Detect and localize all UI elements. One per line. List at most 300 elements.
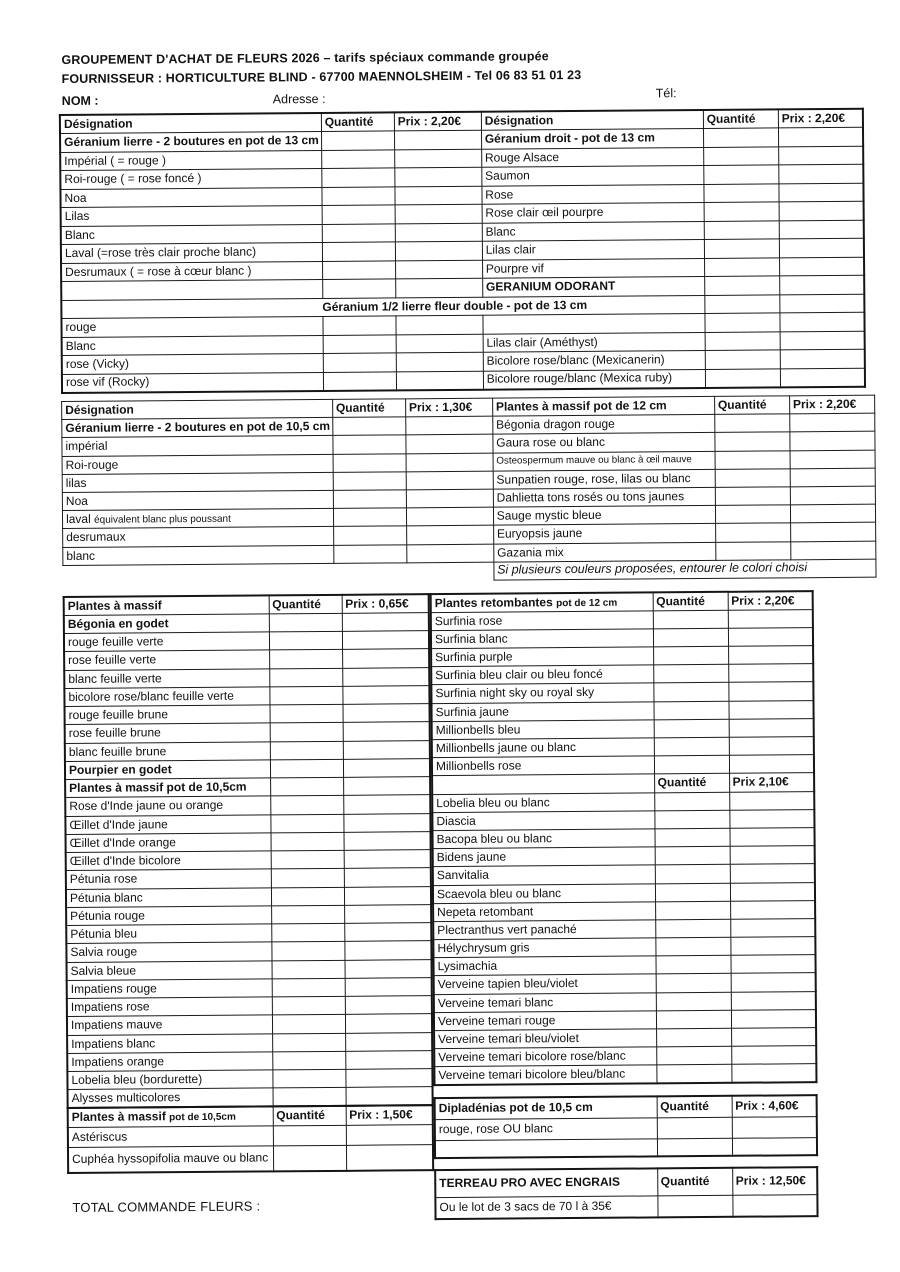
designation-cell: Salvia bleue <box>67 960 272 980</box>
quantity-cell <box>655 919 730 938</box>
quantity-cell <box>655 937 730 956</box>
designation-cell: Géranium lierre - 2 boutures en pot de 10,5 cm <box>62 418 333 438</box>
quantity-cell <box>269 650 342 669</box>
designation-cell: Dipladénias pot de 10,5 cm <box>435 1096 657 1119</box>
price-cell <box>728 664 813 683</box>
designation-cell: Rose clair œil pourpre <box>482 202 704 222</box>
quantity-cell <box>271 905 344 924</box>
table-row <box>435 1116 817 1140</box>
designation-cell: Cuphéa hyssopifolia mauve ou blanc <box>68 1145 273 1173</box>
designation-cell: rouge feuille brune <box>65 705 270 725</box>
designation-cell: Verveine temari bleu/violet <box>434 1029 656 1049</box>
quantity-cell <box>715 432 790 451</box>
designation-cell: Sanvitalia <box>433 865 655 885</box>
price-cell <box>728 682 813 701</box>
designation-cell: Rose <box>482 184 704 204</box>
price-cell <box>343 758 430 777</box>
name-label: NOM : <box>61 93 99 109</box>
quantity-cell <box>654 792 729 811</box>
quantity-cell <box>333 453 406 472</box>
designation-cell <box>435 1138 657 1158</box>
price-cell <box>405 416 492 435</box>
quantity-cell <box>322 205 395 224</box>
designation-cell: Gaura rose ou blanc <box>493 433 715 453</box>
designation-cell <box>63 562 494 584</box>
quantity-cell <box>272 1069 345 1088</box>
price-cell <box>731 1009 816 1028</box>
price-cell <box>345 996 432 1015</box>
quantity-cell <box>715 450 790 469</box>
quantity-cell <box>715 523 790 542</box>
designation-cell: Surfinia bleu clair ou bleu foncé <box>431 665 653 685</box>
quantity-cell <box>656 1010 731 1029</box>
quantity-cell <box>332 417 405 436</box>
designation-cell: Rose d'Inde jaune ou orange <box>65 796 270 816</box>
quantity-cell <box>656 992 731 1011</box>
price-cell <box>731 1046 816 1065</box>
price-cell <box>728 628 813 647</box>
price-cell <box>344 850 431 869</box>
quantity-cell <box>271 923 344 942</box>
price-cell <box>346 1144 433 1171</box>
designation-cell: Ou le lot de 3 sacs de 70 l à 35€ <box>435 1195 657 1219</box>
price-cell <box>345 977 432 996</box>
price-cell <box>779 201 864 220</box>
price-cell <box>395 223 482 242</box>
designation-cell: Lilas <box>61 205 322 226</box>
price-cell <box>779 275 864 294</box>
price-cell <box>406 507 493 526</box>
designation-cell: Dahlietta tons rosés ou tons jaunes <box>493 487 715 507</box>
price-cell: Prix : 1,30€ <box>405 398 492 417</box>
quantity-cell <box>269 668 342 687</box>
quantity-cell <box>704 165 779 184</box>
quantity-cell <box>715 541 790 560</box>
price-cell <box>780 349 865 368</box>
designation-cell: Plantes à massif pot de 10,5cm <box>65 778 270 798</box>
quantity-cell <box>270 759 343 778</box>
cell-text-small: pot de 12 cm <box>556 597 618 609</box>
designation-cell: Bégonia en godet <box>64 614 269 634</box>
quantity-cell <box>704 276 779 295</box>
designation-cell: Lysimachia <box>433 956 655 976</box>
designation-cell: Nepeta retombant <box>433 902 655 922</box>
quantity-cell <box>333 490 406 509</box>
price-cell <box>780 294 865 313</box>
quantity-cell: Quantité <box>654 774 729 793</box>
price-cell <box>342 685 429 704</box>
price-cell <box>406 435 493 454</box>
quantity-cell <box>333 508 406 527</box>
quantity-cell <box>270 796 343 815</box>
price-cell <box>342 631 429 650</box>
price-cell <box>343 795 430 814</box>
designation-cell: Impatiens rouge <box>67 979 272 999</box>
quantity-cell <box>657 1195 732 1218</box>
quantity-cell <box>703 146 778 165</box>
price-cell <box>732 1194 817 1217</box>
price-cell <box>344 886 431 905</box>
quantity-cell <box>714 414 789 433</box>
price-cell <box>406 453 493 472</box>
price-cell <box>344 904 431 923</box>
designation-cell: Diascia <box>432 811 654 831</box>
quantity-cell <box>704 183 779 202</box>
designation-cell: Surfinia night sky ou royal sky <box>431 683 653 703</box>
price-cell <box>343 813 430 832</box>
price-cell <box>779 164 864 183</box>
designation-cell: Pourpier en godet <box>65 760 270 780</box>
designation-cell: Lobelia bleu ou blanc <box>432 792 654 812</box>
designation-cell: Laval (=rose très clair proche blanc) <box>61 242 322 263</box>
designation-cell: blanc feuille brune <box>65 741 270 761</box>
designation-cell <box>432 774 654 794</box>
designation-cell: Saumon <box>482 165 704 185</box>
quantity-cell <box>655 883 730 902</box>
quantity-cell <box>269 613 342 632</box>
quantity-cell <box>272 1015 345 1034</box>
price-cell <box>730 882 815 901</box>
designation-cell: Géranium droit - pot de 13 cm <box>481 128 703 148</box>
designation-cell: impérial <box>62 436 333 456</box>
price-cell: Prix : 2,20€ <box>789 395 874 414</box>
address-label: Adresse : <box>272 91 326 107</box>
designation-cell: Astériscus <box>68 1126 273 1147</box>
price-cell <box>780 368 865 387</box>
price-cell <box>790 432 875 451</box>
price-cell <box>728 646 813 665</box>
designation-cell: TERREAU PRO AVEC ENGRAIS <box>435 1168 657 1197</box>
price-cell <box>396 334 483 353</box>
price-cell <box>406 471 493 490</box>
designation-cell: Bégonia dragon rouge <box>492 415 714 435</box>
quantity-cell <box>715 469 790 488</box>
cell-text-small: pot de 10,5cm <box>169 1112 236 1124</box>
quantity-cell <box>657 1138 732 1157</box>
price-cell <box>790 468 875 487</box>
designation-cell: Bicolore rose/blanc (Mexicanerin) <box>483 350 705 370</box>
quantity-cell: Quantité <box>714 396 789 415</box>
designation-cell: Blanc <box>482 221 704 241</box>
quantity-cell <box>322 279 395 298</box>
quantity-cell <box>269 631 342 650</box>
designation-cell: Surfinia purple <box>431 647 653 667</box>
designation-cell: Pétunia rouge <box>66 906 271 926</box>
price-cell <box>790 504 875 523</box>
quantity-cell <box>715 505 790 524</box>
designation-cell: Impatiens mauve <box>67 1015 272 1035</box>
quantity-cell <box>271 832 344 851</box>
designation-cell: Œillet d'Inde orange <box>66 833 271 853</box>
designation-cell: Lobelia bleu (bordurette) <box>67 1070 272 1090</box>
quantity-cell <box>273 1145 346 1172</box>
quantity-cell <box>655 865 730 884</box>
quantity-cell <box>703 128 778 147</box>
price-cell <box>780 331 865 350</box>
cell-text: laval <box>65 511 95 527</box>
quantity-cell <box>271 887 344 906</box>
phone-label: Tél: <box>655 86 677 101</box>
designation-cell: Roi-rouge <box>62 454 333 474</box>
quantity-cell <box>705 294 780 313</box>
quantity-cell <box>322 260 395 279</box>
designation-cell: Œillet d'Inde jaune <box>65 814 270 834</box>
price-cell <box>345 1014 432 1033</box>
quantity-cell <box>705 368 780 387</box>
price-cell <box>343 704 430 723</box>
designation-cell: Roi-rouge ( = rose foncé ) <box>60 168 321 189</box>
price-cell <box>779 220 864 239</box>
quantity-cell <box>715 487 790 506</box>
designation-cell <box>61 279 322 300</box>
quantity-cell <box>705 313 780 332</box>
designation-cell: Bidens jaune <box>433 847 655 867</box>
price-cell <box>779 257 864 276</box>
designation-cell: Noa <box>60 187 321 208</box>
quantity-cell <box>322 242 395 261</box>
quantity-cell <box>653 646 728 665</box>
quantity-cell <box>653 683 728 702</box>
designation-cell: blanc <box>63 545 334 565</box>
price-cell: Prix : 1,50€ <box>346 1105 433 1125</box>
quantity-cell: Quantité <box>269 595 342 614</box>
price-cell <box>395 167 482 186</box>
designation-cell: blanc feuille verte <box>64 668 269 688</box>
price-cell <box>396 352 483 371</box>
designation-cell: Noa <box>62 490 333 510</box>
price-cell <box>394 149 481 168</box>
price-cell <box>342 612 429 631</box>
price-cell <box>730 955 815 974</box>
table-dipladenias <box>434 1094 818 1159</box>
designation-cell: Hélychrysum gris <box>433 938 655 958</box>
price-cell <box>345 1050 432 1069</box>
quantity-cell: Quantité <box>332 399 405 418</box>
designation-cell <box>431 592 653 612</box>
quantity-cell <box>656 1028 731 1047</box>
price-cell <box>732 1116 817 1138</box>
section-title-cell: Géranium 1/2 lierre fleur double - pot de 13 cm <box>61 295 704 319</box>
table-row <box>435 1167 817 1197</box>
quantity-cell: Quantité <box>321 112 394 131</box>
designation-cell: rouge, rose OU blanc <box>435 1117 657 1140</box>
note-cell: Si plusieurs couleurs proposées, entourer le colori choisi <box>494 559 876 580</box>
table-row <box>435 1194 817 1219</box>
designation-cell: Bicolore rouge/blanc (Mexica ruby) <box>483 369 705 389</box>
price-cell <box>345 1069 432 1088</box>
quantity-cell: Quantité <box>653 592 728 611</box>
quantity-cell <box>273 1088 346 1107</box>
price-cell <box>729 737 814 756</box>
quantity-cell <box>654 737 729 756</box>
designation-cell: Œillet d'Inde bicolore <box>66 851 271 871</box>
table-geraniums-pot-13cm <box>59 108 866 394</box>
designation-cell: GERANIUM ODORANT <box>482 276 704 296</box>
cell-text: Plantes retombantes <box>434 594 557 610</box>
quantity-cell <box>654 756 729 775</box>
price-cell <box>778 146 863 165</box>
table-plantes-a-massif <box>63 593 434 1109</box>
quantity-cell <box>323 316 396 335</box>
price-cell <box>731 1064 816 1083</box>
price-cell <box>342 667 429 686</box>
quantity-cell: Quantité <box>657 1096 732 1118</box>
designation-cell: Alysses multicolores <box>68 1088 273 1108</box>
price-cell <box>780 312 865 331</box>
quantity-cell <box>705 350 780 369</box>
price-cell <box>729 809 814 828</box>
designation-cell: Plantes à massif <box>64 595 269 615</box>
designation-cell: Verveine temari bicolore rose/blanc <box>434 1047 656 1067</box>
price-cell <box>729 828 814 847</box>
quantity-cell <box>322 168 395 187</box>
designation-cell: Verveine tapien bleu/violet <box>434 974 656 994</box>
quantity-cell <box>322 186 395 205</box>
designation-cell: Désignation <box>60 113 321 134</box>
price-cell: Prix : 12,50€ <box>732 1167 817 1195</box>
price-cell <box>346 1125 433 1145</box>
designation-cell: Pétunia rose <box>66 869 271 889</box>
quantity-cell <box>655 846 730 865</box>
form-title: GROUPEMENT D'ACHAT DE FLEURS 2026 – tarifs spéciaux commande groupée <box>61 49 549 68</box>
price-cell <box>406 489 493 508</box>
designation-cell: Impatiens orange <box>67 1052 272 1072</box>
quantity-cell <box>653 665 728 684</box>
total-commande-label: TOTAL COMMANDE FLEURS : <box>72 1198 261 1215</box>
designation-cell: Desrumaux ( = rose à cœur blanc ) <box>61 261 322 282</box>
price-cell <box>728 700 813 719</box>
table-row <box>434 1064 816 1085</box>
price-cell <box>778 127 863 146</box>
table-massif-pot-105cm <box>67 1104 435 1174</box>
designation-cell: Plectranthus vert panaché <box>433 920 655 940</box>
quantity-cell <box>272 1033 345 1052</box>
quantity-cell <box>321 131 394 150</box>
quantity-cell <box>269 686 342 705</box>
price-cell <box>790 450 875 469</box>
designation-cell: Surfinia blanc <box>431 629 653 649</box>
designation-cell: rose feuille verte <box>64 650 269 670</box>
price-cell <box>343 722 430 741</box>
designation-cell: Millionbells jaune ou blanc <box>432 738 654 758</box>
designation-cell: rouge feuille verte <box>64 632 269 652</box>
price-cell <box>395 260 482 279</box>
price-cell <box>730 846 815 865</box>
quantity-cell <box>270 723 343 742</box>
quantity-cell <box>705 331 780 350</box>
price-cell <box>406 544 493 563</box>
designation-cell: Euryopsis jaune <box>493 524 715 544</box>
quantity-cell <box>333 472 406 491</box>
quantity-cell <box>333 526 406 545</box>
designation-cell: Géranium lierre - 2 boutures en pot de 13 cm <box>60 131 321 152</box>
quantity-cell <box>654 810 729 829</box>
supplier-line: FOURNISSEUR : HORTICULTURE BLIND - 67700 MAENNOLSHEIM - Tel 06 83 51 01 23 <box>61 67 582 87</box>
quantity-cell <box>323 353 396 372</box>
price-cell <box>344 831 431 850</box>
quantity-cell <box>270 777 343 796</box>
price-cell <box>394 130 481 149</box>
designation-cell: rose (Vicky) <box>62 353 323 374</box>
price-cell: Prix 2,10€ <box>729 773 814 792</box>
table-row <box>435 1137 817 1158</box>
quantity-cell <box>653 628 728 647</box>
price-cell <box>344 923 431 942</box>
price-cell <box>779 238 864 257</box>
price-cell <box>731 991 816 1010</box>
designation-cell: Verveine temari rouge <box>434 1011 656 1031</box>
price-cell <box>396 315 483 334</box>
price-cell <box>345 1032 432 1051</box>
table-terreau <box>434 1166 818 1220</box>
designation-cell: Bacopa bleu ou blanc <box>432 829 654 849</box>
price-cell <box>395 241 482 260</box>
designation-cell <box>62 509 333 529</box>
quantity-cell <box>321 149 394 168</box>
designation-cell: Blanc <box>62 335 323 356</box>
quantity-cell <box>272 1051 345 1070</box>
price-cell <box>396 371 483 390</box>
quantity-cell <box>655 956 730 975</box>
table-plantes-retombantes <box>430 590 818 1086</box>
quantity-cell <box>704 239 779 258</box>
table-row <box>68 1144 433 1173</box>
price-cell <box>789 413 874 432</box>
price-cell <box>790 486 875 505</box>
designation-cell: Verveine temari blanc <box>434 993 656 1013</box>
designation-cell: Lilas clair (Améthyst) <box>483 332 705 352</box>
designation-cell: Pétunia blanc <box>66 887 271 907</box>
price-cell <box>730 900 815 919</box>
table-row <box>435 1095 817 1119</box>
quantity-cell <box>654 828 729 847</box>
price-cell <box>728 609 813 628</box>
designation-cell: Millionbells bleu <box>432 720 654 740</box>
price-cell <box>729 718 814 737</box>
price-cell: Prix : 0,65€ <box>342 594 429 613</box>
price-cell <box>406 525 493 544</box>
designation-cell: Rouge Alsace <box>481 147 703 167</box>
designation-cell: Impatiens rose <box>67 997 272 1017</box>
quantity-cell <box>704 257 779 276</box>
quantity-cell <box>271 850 344 869</box>
price-cell <box>395 186 482 205</box>
cell-text: Plantes à massif <box>71 1109 170 1125</box>
quantity-cell <box>270 741 343 760</box>
quantity-cell: Quantité <box>657 1168 732 1196</box>
designation-cell: desrumaux <box>63 527 334 547</box>
designation-cell <box>68 1106 273 1127</box>
price-cell <box>346 1087 433 1106</box>
price-cell <box>730 937 815 956</box>
price-cell <box>344 941 431 960</box>
quantity-cell <box>323 371 396 390</box>
quantity-cell <box>322 223 395 242</box>
quantity-cell <box>273 1125 346 1145</box>
price-cell <box>345 959 432 978</box>
quantity-cell <box>656 974 731 993</box>
price-cell: Prix : 2,20€ <box>394 112 481 131</box>
price-cell <box>732 1137 817 1156</box>
price-cell: Prix : 2,20€ <box>778 109 863 128</box>
designation-cell: Gazania mix <box>493 542 715 562</box>
quantity-cell <box>653 701 728 720</box>
cell-text-small: équivalent blanc plus poussant <box>94 513 231 526</box>
designation-cell: Sauge mystic bleue <box>493 506 715 526</box>
price-cell: Prix : 2,20€ <box>728 591 813 610</box>
quantity-cell <box>323 334 396 353</box>
designation-cell: Désignation <box>481 110 703 130</box>
